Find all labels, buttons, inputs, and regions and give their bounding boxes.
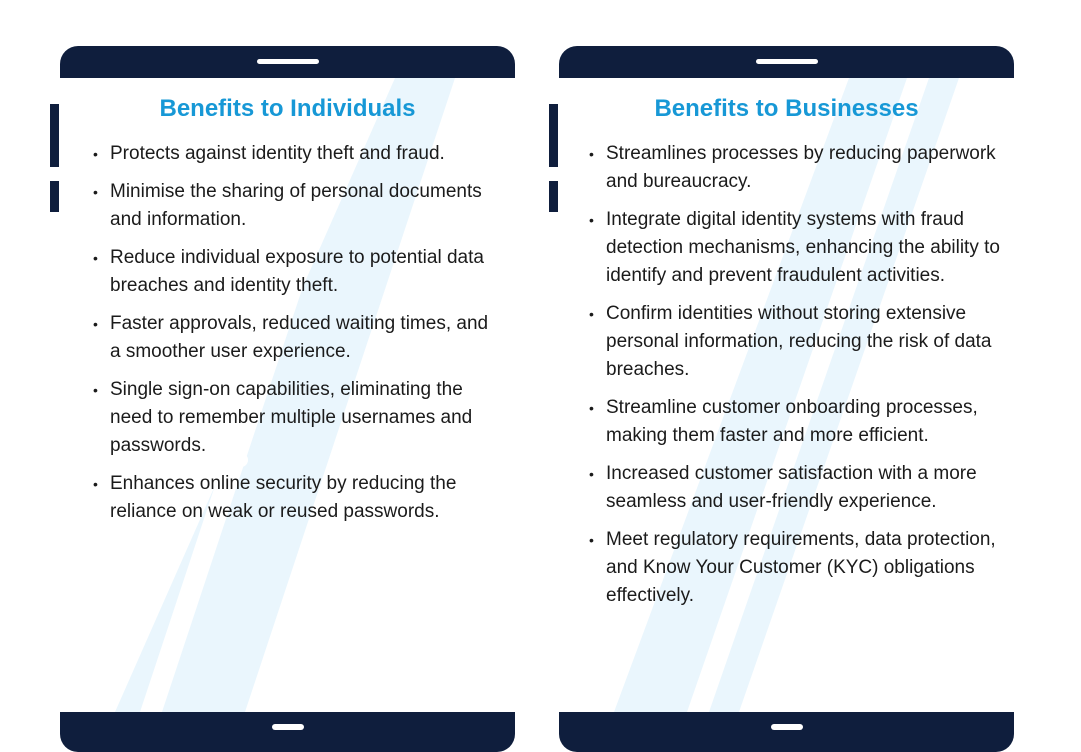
tablet-card-businesses — [559, 46, 1014, 752]
list-item: • Protects against identity theft and fraud. — [110, 140, 500, 168]
device-screen — [559, 78, 1014, 712]
device-screen — [60, 78, 515, 712]
list-item: • Confirm identities without storing extensive personal information, reducing the risk of data breaches. — [606, 300, 1000, 384]
list-item: • Streamlines processes by reducing paperwork and bureaucracy. — [606, 140, 1000, 196]
list-item: • Integrate digital identity systems with fraud detection mechanisms, enhancing the ability to identify and prevent fraudulent activities. — [606, 206, 1000, 290]
device-bottom-bar — [60, 712, 515, 752]
list-item: • Enhances online security by reducing the reliance on weak or reused passwords. — [110, 470, 500, 526]
speaker-slot — [756, 59, 818, 64]
side-button — [50, 104, 59, 167]
benefit-list — [606, 140, 1000, 620]
card-title: Benefits to Businesses — [654, 95, 919, 122]
list-item: • Streamline customer onboarding processes, making them faster and more efficient. — [606, 394, 1000, 450]
side-button — [549, 104, 558, 167]
side-button — [549, 181, 558, 212]
speaker-slot — [257, 59, 319, 64]
list-item: • Increased customer satisfaction with a more seamless and user-friendly experience. — [606, 460, 1000, 516]
list-item: • Meet regulatory requirements, data protection, and Know Your Customer (KYC) obligations effectively. — [606, 526, 1000, 610]
list-item: • Minimise the sharing of personal documents and information. — [110, 178, 500, 234]
tablet-card-individuals — [60, 46, 515, 752]
benefit-list — [110, 140, 500, 536]
list-item: • Reduce individual exposure to potential data breaches and identity theft. — [110, 244, 500, 300]
list-item: • Faster approvals, reduced waiting times, and a smoother user experience. — [110, 310, 500, 366]
home-button — [771, 724, 803, 730]
list-item: • Single sign-on capabilities, eliminating the need to remember multiple usernames and passwords. — [110, 376, 500, 460]
home-button — [272, 724, 304, 730]
side-button — [50, 181, 59, 212]
device-top-bar — [559, 46, 1014, 78]
device-bottom-bar — [559, 712, 1014, 752]
device-top-bar — [60, 46, 515, 78]
card-title: Benefits to Individuals — [159, 95, 416, 122]
